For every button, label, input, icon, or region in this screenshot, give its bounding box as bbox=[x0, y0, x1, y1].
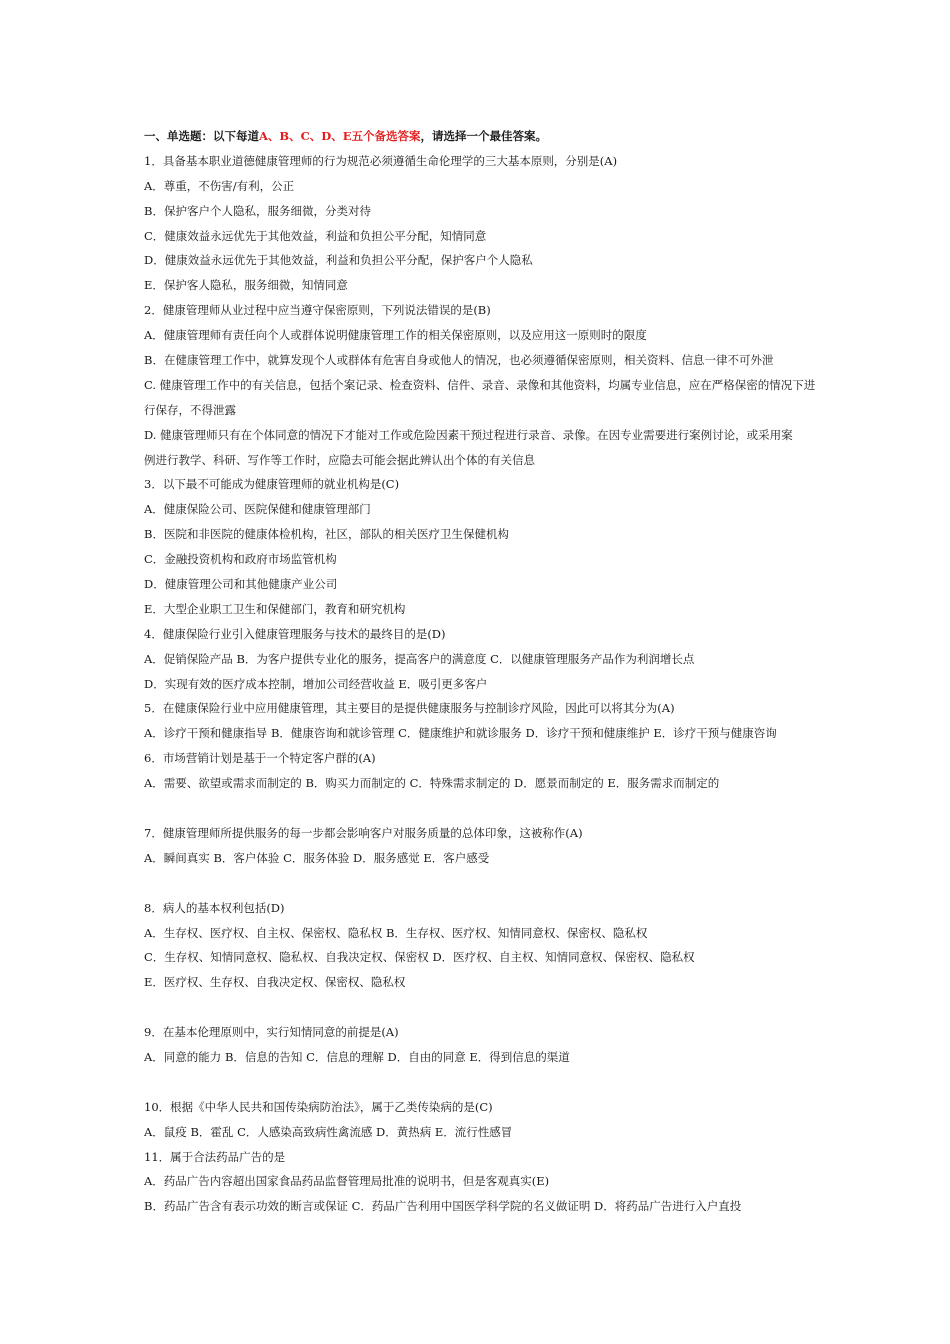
text-line: E．大型企业职工卫生和保健部门，教育和研究机构 bbox=[144, 601, 406, 616]
text-line: C. 健康管理工作中的有关信息，包括个案记录、检查资料、信件、录音、录像和其他资料，均属专业信息，应在严格保密的情况下进 bbox=[144, 377, 816, 392]
heading-text-end: ，请选择一个最佳答案。 bbox=[420, 129, 548, 143]
text-line: B．药品广告含有表示功效的断言或保证 C．药品广告利用中国医学科学院的名义做证明 D．将药品广告进行入户直投 bbox=[144, 1199, 742, 1214]
text-line: 行保存，不得泄露 bbox=[144, 402, 236, 417]
text-line: B．保护客户个人隐私，服务细微，分类对待 bbox=[144, 203, 371, 218]
text-line: E．保护客人隐私，服务细微，知情同意 bbox=[144, 278, 348, 293]
text-line: D. 健康管理师只有在个体同意的情况下才能对工作或危险因素干预过程进行录音、录像。在因专业需要进行案例讨论，或采用案 bbox=[144, 427, 793, 442]
text-line: D．健康效益永远优先于其他效益，利益和负担公平分配，保护客户个人隐私 bbox=[144, 253, 533, 268]
text-line: C．健康效益永远优先于其他效益，利益和负担公平分配，知情同意 bbox=[144, 228, 487, 243]
blank-line bbox=[144, 796, 824, 821]
text-line: A．尊重，不伤害/有利，公正 bbox=[144, 178, 295, 193]
text-line: A．诊疗干预和健康指导 B．健康咨询和就诊管理 C．健康维护和就诊服务 D．诊疗干预和健康维护 E．诊疗干预与健康咨询 bbox=[144, 726, 777, 741]
question-stem: 5．在健康保险行业中应用健康管理，其主要目的是提供健康服务与控制诊疗风险，因此可以将其分为(A) bbox=[144, 701, 675, 716]
blank-line bbox=[144, 1070, 824, 1095]
text-line: A．瞬间真实 B．客户体验 C．服务体验 D．服务感觉 E．客户感受 bbox=[144, 850, 490, 865]
question-stem: 3．以下最不可能成为健康管理师的就业机构是(C) bbox=[144, 477, 400, 492]
text-line: A．健康管理师有责任向个人或群体说明健康管理工作的相关保密原则，以及应用这一原则时的限度 bbox=[144, 328, 647, 343]
question-stem: 10．根据《中华人民共和国传染病防治法》，属于乙类传染病的是(C) bbox=[144, 1099, 493, 1114]
text-line: E．医疗权、生存权、自我决定权、保密权、隐私权 bbox=[144, 975, 406, 990]
text-line: A．生存权、医疗权、自主权、保密权、隐私权 B．生存权、医疗权、知情同意权、保密权、隐私权 bbox=[144, 925, 648, 940]
text-line: A．促销保险产品 B．为客户提供专业化的服务，提高客户的满意度 C．以健康管理服务产品作为利润增长点 bbox=[144, 651, 695, 666]
blank-line bbox=[144, 995, 824, 1020]
text-line: 例进行教学、科研、写作等工作时，应隐去可能会据此辨认出个体的有关信息 bbox=[144, 452, 535, 467]
text-line: D．实现有效的医疗成本控制，增加公司经营收益 E．吸引更多客户 bbox=[144, 676, 488, 691]
question-stem: 1．具备基本职业道德健康管理师的行为规范必须遵循生命伦理学的三大基本原则，分别是(A) bbox=[144, 153, 618, 168]
question-stem: 2．健康管理师从业过程中应当遵守保密原则，下列说法错误的是(B) bbox=[144, 303, 491, 318]
text-line: A．同意的能力 B．信息的告知 C．信息的理解 D．自由的同意 E．得到信息的渠道 bbox=[144, 1049, 570, 1064]
section-heading bbox=[144, 124, 824, 149]
heading-highlight: A、B、C、D、E五个备选答案 bbox=[259, 129, 421, 143]
text-line: C．生存权、知情同意权、隐私权、自我决定权、保密权 D．医疗权、自主权、知情同意权、保密权、隐私权 bbox=[144, 950, 695, 965]
question-stem: 7．健康管理师所提供服务的每一步都会影响客户对服务质量的总体印象，这被称作(A) bbox=[144, 825, 583, 840]
question-stem: 9．在基本伦理原则中，实行知情同意的前提是(A) bbox=[144, 1025, 399, 1040]
text-line: B．医院和非医院的健康体检机构，社区，部队的相关医疗卫生保健机构 bbox=[144, 527, 509, 542]
text-line: A．需要、欲望或需求而制定的 B．购买力而制定的 C．特殊需求制定的 D．愿景而制定的 E．服务需求而制定的 bbox=[144, 776, 720, 791]
text-line: D．健康管理公司和其他健康产业公司 bbox=[144, 577, 338, 592]
question-list bbox=[144, 149, 824, 1219]
document-body bbox=[144, 124, 824, 1219]
text-line: B．在健康管理工作中，就算发现个人或群体有危害自身或他人的情况，也必须遵循保密原则，相关资料、信息一律不可外泄 bbox=[144, 353, 774, 368]
question-stem: 8．病人的基本权利包括(D) bbox=[144, 900, 285, 915]
question-stem: 11．属于合法药品广告的是 bbox=[144, 1149, 286, 1164]
blank-line bbox=[144, 871, 824, 896]
question-stem: 6．市场营销计划是基于一个特定客户群的(A) bbox=[144, 751, 376, 766]
heading-text: 一、单选题：以下每道 bbox=[144, 129, 259, 143]
question-stem: 4．健康保险行业引入健康管理服务与技术的最终目的是(D) bbox=[144, 626, 446, 641]
text-line: A．健康保险公司、医院保健和健康管理部门 bbox=[144, 502, 371, 517]
text-line: C．金融投资机构和政府市场监管机构 bbox=[144, 552, 337, 567]
text-line: A．药品广告内容超出国家食品药品监督管理局批准的说明书，但是客观真实(E) bbox=[144, 1174, 550, 1189]
text-line: A．鼠疫 B．霍乱 C．人感染高致病性禽流感 D．黄热病 E．流行性感冒 bbox=[144, 1124, 513, 1139]
